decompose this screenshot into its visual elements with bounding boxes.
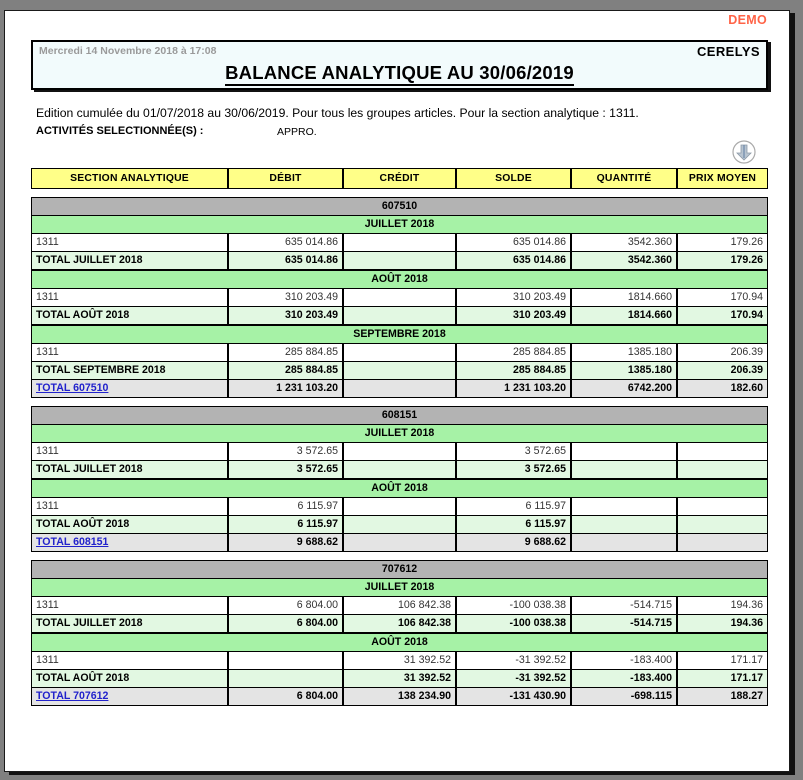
table-spacer	[31, 552, 768, 560]
row-value-cell: 9 688.62	[456, 534, 571, 552]
month-banner-row	[31, 479, 768, 498]
row-value-cell: -100 038.38	[456, 615, 571, 633]
account-total-link[interactable]: TOTAL 608151	[36, 536, 109, 548]
row-label-cell: TOTAL AOÛT 2018	[31, 516, 228, 534]
row-value-cell: 310 203.49	[456, 289, 571, 307]
month-label: AOÛT 2018	[31, 479, 768, 498]
table-spacer	[31, 189, 768, 197]
row-value-cell: 206.39	[677, 362, 768, 380]
month-total-row	[31, 307, 768, 325]
row-value-cell	[677, 534, 768, 552]
month-banner-row	[31, 633, 768, 652]
month-total-row	[31, 461, 768, 479]
row-label-cell: 1311	[31, 344, 228, 362]
circle-down-arrow-icon[interactable]	[731, 139, 757, 165]
balance-analytique-table	[31, 168, 768, 706]
row-value-cell: -131 430.90	[456, 688, 571, 706]
row-label-cell[interactable]	[31, 534, 228, 552]
row-value-cell	[228, 652, 343, 670]
row-value-cell: 6 804.00	[228, 615, 343, 633]
table-spacer	[31, 398, 768, 406]
account-total-row	[31, 534, 768, 552]
row-value-cell: 6742.200	[571, 380, 677, 398]
spacer-cell	[31, 398, 768, 406]
row-value-cell: 635 014.86	[456, 234, 571, 252]
row-value-cell: 310 203.49	[456, 307, 571, 325]
row-value-cell: 6 115.97	[456, 516, 571, 534]
row-value-cell	[343, 498, 456, 516]
row-value-cell: -31 392.52	[456, 652, 571, 670]
table-body	[31, 168, 768, 706]
activities-label: ACTIVITÉS SELECTIONNÉE(S) :	[36, 125, 204, 137]
row-value-cell: 9 688.62	[228, 534, 343, 552]
account-total-link[interactable]: TOTAL 707612	[36, 690, 109, 702]
spacer-cell	[31, 189, 768, 197]
row-value-cell	[571, 443, 677, 461]
row-label-cell: TOTAL AOÛT 2018	[31, 307, 228, 325]
account-total-row	[31, 688, 768, 706]
row-value-cell	[343, 443, 456, 461]
report-page	[4, 10, 790, 772]
month-banner-row	[31, 215, 768, 234]
row-value-cell: 179.26	[677, 234, 768, 252]
row-value-cell: 285 884.85	[456, 344, 571, 362]
row-value-cell: 1385.180	[571, 362, 677, 380]
row-value-cell: 170.94	[677, 307, 768, 325]
row-label-cell: TOTAL JUILLET 2018	[31, 252, 228, 270]
month-banner-row	[31, 424, 768, 443]
row-value-cell: 310 203.49	[228, 307, 343, 325]
report-title-banner	[31, 40, 768, 90]
row-value-cell: 3542.360	[571, 252, 677, 270]
month-label: JUILLET 2018	[31, 215, 768, 234]
month-total-row	[31, 615, 768, 633]
row-value-cell: 6 115.97	[228, 516, 343, 534]
account-banner-row	[31, 197, 768, 215]
row-value-cell	[228, 670, 343, 688]
column-header-5: PRIX MOYEN	[677, 168, 768, 189]
table-row	[31, 498, 768, 516]
month-label: SEPTEMBRE 2018	[31, 325, 768, 344]
row-value-cell: -514.715	[571, 597, 677, 615]
row-value-cell	[343, 234, 456, 252]
month-label: JUILLET 2018	[31, 424, 768, 443]
row-label-cell: 1311	[31, 443, 228, 461]
month-total-row	[31, 362, 768, 380]
column-header-2: CRÉDIT	[343, 168, 456, 189]
row-value-cell	[343, 362, 456, 380]
row-value-cell: 170.94	[677, 289, 768, 307]
column-header-4: QUANTITÉ	[571, 168, 677, 189]
row-value-cell: -31 392.52	[456, 670, 571, 688]
row-value-cell: 31 392.52	[343, 652, 456, 670]
account-number: 707612	[31, 560, 768, 578]
row-value-cell: 3 572.65	[228, 443, 343, 461]
row-value-cell: 6 115.97	[456, 498, 571, 516]
table-row	[31, 597, 768, 615]
row-value-cell: 1 231 103.20	[456, 380, 571, 398]
month-total-row	[31, 252, 768, 270]
row-label-cell[interactable]	[31, 380, 228, 398]
row-value-cell	[677, 498, 768, 516]
month-total-row	[31, 670, 768, 688]
row-value-cell	[343, 534, 456, 552]
row-label-cell: 1311	[31, 498, 228, 516]
row-value-cell: -183.400	[571, 652, 677, 670]
row-value-cell: 171.17	[677, 670, 768, 688]
company-name: CERELYS	[696, 44, 760, 59]
row-value-cell: 635 014.86	[228, 252, 343, 270]
row-value-cell: 6 804.00	[228, 688, 343, 706]
row-value-cell: 310 203.49	[228, 289, 343, 307]
row-value-cell: 1385.180	[571, 344, 677, 362]
row-label-cell: TOTAL JUILLET 2018	[31, 615, 228, 633]
row-value-cell	[343, 252, 456, 270]
row-value-cell	[571, 534, 677, 552]
row-value-cell: 1814.660	[571, 289, 677, 307]
row-value-cell: 179.26	[677, 252, 768, 270]
row-value-cell	[571, 516, 677, 534]
row-value-cell: 285 884.85	[228, 362, 343, 380]
row-label-cell: TOTAL AOÛT 2018	[31, 670, 228, 688]
row-value-cell: 1 231 103.20	[228, 380, 343, 398]
table-row	[31, 443, 768, 461]
row-value-cell	[343, 461, 456, 479]
row-value-cell: 285 884.85	[228, 344, 343, 362]
row-value-cell: 206.39	[677, 344, 768, 362]
account-number: 608151	[31, 406, 768, 424]
spacer-cell	[31, 552, 768, 560]
row-value-cell: 3 572.65	[228, 461, 343, 479]
activities-value: APPRO.	[277, 126, 317, 138]
column-header-1: DÉBIT	[228, 168, 343, 189]
page-title-text: BALANCE ANALYTIQUE AU 30/06/2019	[225, 62, 574, 86]
table-row	[31, 234, 768, 252]
row-value-cell: -100 038.38	[456, 597, 571, 615]
row-value-cell: 194.36	[677, 597, 768, 615]
month-label: AOÛT 2018	[31, 633, 768, 652]
table-row	[31, 344, 768, 362]
row-value-cell	[343, 344, 456, 362]
row-label-cell: TOTAL SEPTEMBRE 2018	[31, 362, 228, 380]
row-value-cell: 188.27	[677, 688, 768, 706]
row-value-cell: 3 572.65	[456, 443, 571, 461]
row-label-cell: TOTAL JUILLET 2018	[31, 461, 228, 479]
row-value-cell: -698.115	[571, 688, 677, 706]
row-value-cell: 1814.660	[571, 307, 677, 325]
row-label-cell: 1311	[31, 289, 228, 307]
month-label: AOÛT 2018	[31, 270, 768, 289]
row-value-cell	[677, 443, 768, 461]
row-value-cell	[343, 289, 456, 307]
row-value-cell: 635 014.86	[228, 234, 343, 252]
row-value-cell: 285 884.85	[456, 362, 571, 380]
report-timestamp: Mercredi 14 Novembre 2018 à 17:08	[39, 45, 217, 57]
report-criteria-line: Edition cumulée du 01/07/2018 au 30/06/2019. Pour tous les groupes articles. Pour la section analytique : 1311.	[36, 106, 639, 120]
account-total-row	[31, 380, 768, 398]
table-row	[31, 289, 768, 307]
page-title	[33, 62, 766, 84]
month-total-row	[31, 516, 768, 534]
row-value-cell: 3 572.65	[456, 461, 571, 479]
row-label-cell[interactable]	[31, 688, 228, 706]
row-value-cell	[343, 516, 456, 534]
row-value-cell: 6 804.00	[228, 597, 343, 615]
row-value-cell	[343, 307, 456, 325]
demo-watermark: DEMO	[728, 13, 767, 27]
row-label-cell: 1311	[31, 652, 228, 670]
row-value-cell: 31 392.52	[343, 670, 456, 688]
table-row	[31, 652, 768, 670]
row-value-cell	[677, 461, 768, 479]
row-label-cell: 1311	[31, 597, 228, 615]
column-header-0: SECTION ANALYTIQUE	[31, 168, 228, 189]
row-value-cell: 635 014.86	[456, 252, 571, 270]
table-header-row	[31, 168, 768, 189]
column-header-3: SOLDE	[456, 168, 571, 189]
row-value-cell	[571, 461, 677, 479]
month-banner-row	[31, 578, 768, 597]
row-value-cell: 194.36	[677, 615, 768, 633]
row-value-cell: 3542.360	[571, 234, 677, 252]
month-banner-row	[31, 270, 768, 289]
row-value-cell: 106 842.38	[343, 615, 456, 633]
month-banner-row	[31, 325, 768, 344]
row-value-cell: 138 234.90	[343, 688, 456, 706]
row-value-cell	[343, 380, 456, 398]
account-banner-row	[31, 560, 768, 578]
row-label-cell: 1311	[31, 234, 228, 252]
account-total-link[interactable]: TOTAL 607510	[36, 382, 109, 394]
account-number: 607510	[31, 197, 768, 215]
row-value-cell: 6 115.97	[228, 498, 343, 516]
row-value-cell: 171.17	[677, 652, 768, 670]
row-value-cell: -183.400	[571, 670, 677, 688]
row-value-cell: -514.715	[571, 615, 677, 633]
row-value-cell	[571, 498, 677, 516]
row-value-cell: 106 842.38	[343, 597, 456, 615]
row-value-cell: 182.60	[677, 380, 768, 398]
row-value-cell	[677, 516, 768, 534]
month-label: JUILLET 2018	[31, 578, 768, 597]
account-banner-row	[31, 406, 768, 424]
